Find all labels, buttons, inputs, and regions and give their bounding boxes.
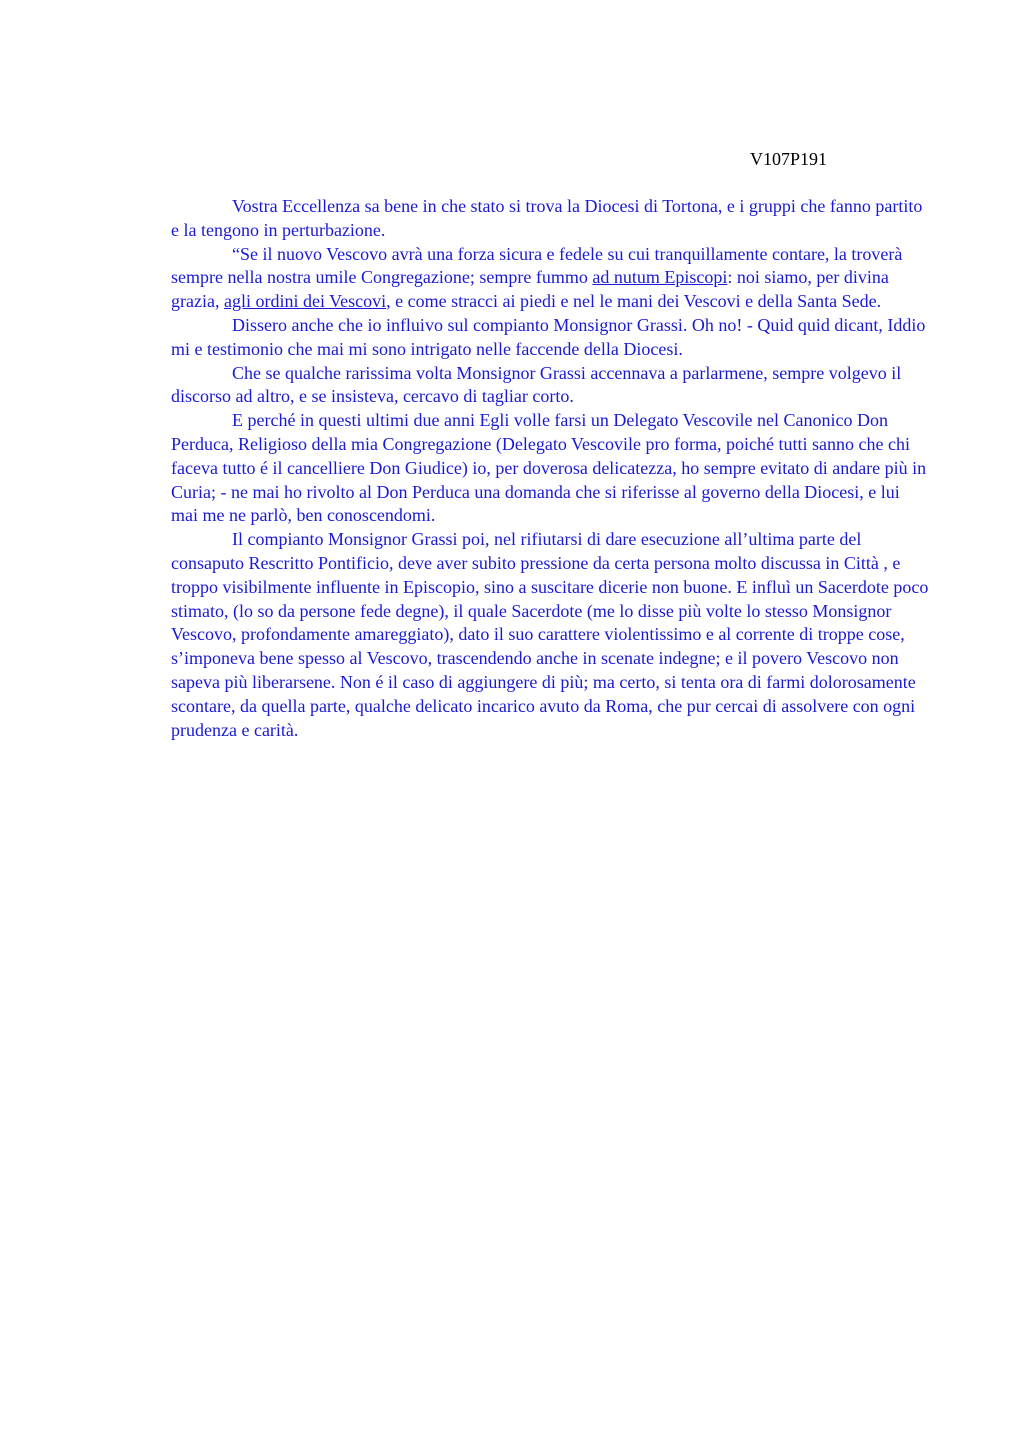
paragraph-text: “Se il nuovo Vescovo avrà una forza sicura e fedele su cui tranquillamente contare, la troverà sempre nella nostra umile Congregazione; sempre fummo xyxy=(171,243,903,288)
paragraph-text: E perché in questi ultimi due anni Egli volle farsi un Delegato Vescovile nel Canonico Don Perduca, Religioso della mia Congregazione (Delegato Vescovile pro forma, poiché tutti sanno che chi faceva tutto é il cancelliere Don Giudice) io, per doverosa delicatezza, ho sempre evitato di andare più in Curia; - ne mai ho rivolto al Don Perduca una domanda che si riferisse al governo della Diocesi, e lui mai me ne parlò, ben conoscendomi. xyxy=(171,410,927,526)
underlined-phrase-agli-ordini: agli ordini dei Vescovi xyxy=(223,291,387,312)
letter-body xyxy=(171,195,931,742)
paragraph-1 xyxy=(171,195,931,243)
underlined-phrase-ad-nutum: ad nutum Episcopi xyxy=(592,267,728,288)
paragraph-3 xyxy=(171,314,931,362)
paragraph-5 xyxy=(171,409,931,528)
paragraph-text: : noi siamo, per divina grazia, xyxy=(171,267,889,312)
paragraph-text: , e come stracci ai piedi e nel le mani dei Vescovi e della Santa Sede. xyxy=(386,291,882,312)
paragraph-text: Il compianto Monsignor Grassi poi, nel rifiutarsi di dare esecuzione all’ultima parte del consaputo Rescritto Pontificio, deve aver subito pressione da certa persona molto discussa in Città , e troppo visibilmente influente in Episcopio, sino a suscitare dicerie non buone. E influì un Sacerdote poco stimato, (lo so da persone fede degne), il quale Sacerdote (me lo disse più volte lo stesso Monsignor Vescovo, profondamente amareggiato), dato il suo carattere violentissimo e al corrente di troppe cose, s’imponeva bene spesso al Vescovo, trascendendo anche in scenate indegne; e il povero Vescovo non sapeva più liberarsene. Non é il caso di aggiungere di più; ma certo, si tenta ora di farmi dolorosamente scontare, da quella parte, qualche delicato incarico avuto da Roma, che pur cercai di assolvere con ogni prudenza e carità. xyxy=(171,529,929,740)
paragraph-2 xyxy=(171,243,931,314)
paragraph-6 xyxy=(171,528,931,742)
page-reference: V107P191 xyxy=(750,149,828,169)
paragraph-text: Dissero anche che io influivo sul compianto Monsignor Grassi. Oh no! - Quid quid dicant, Iddio mi e testimonio che mai mi sono intrigato nelle faccende della Diocesi. xyxy=(171,314,926,359)
paragraph-4 xyxy=(171,362,931,410)
paragraph-text: Che se qualche rarissima volta Monsignor Grassi accennava a parlarmene, sempre volgevo il discorso ad altro, e se insisteva, cercavo di tagliar corto. xyxy=(171,362,902,407)
paragraph-text: Vostra Eccellenza sa bene in che stato si trova la Diocesi di Tortona, e i gruppi che fanno partito e la tengono in perturbazione. xyxy=(171,196,923,240)
